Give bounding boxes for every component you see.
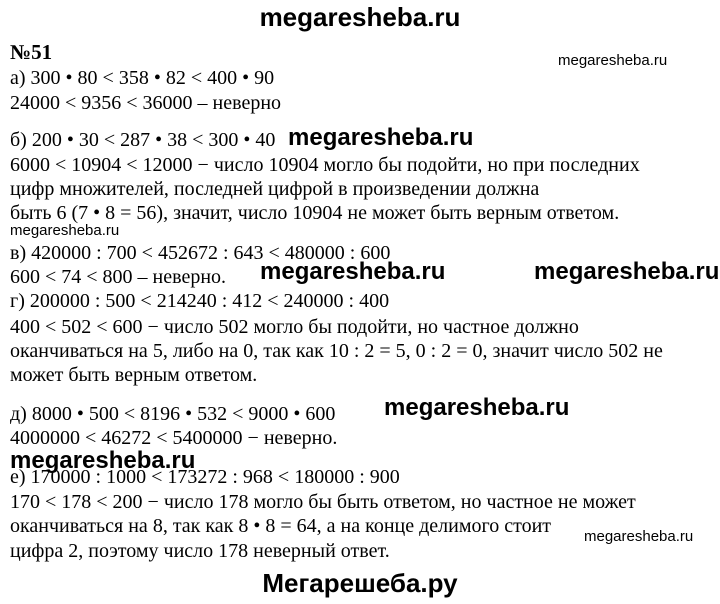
solution-line-b4: быть 6 (7 • 8 = 56), значит, число 10904 не может быть верным ответом. (10, 202, 620, 224)
watermark-bottom: Мегарешеба.ру (262, 568, 458, 598)
solution-line-g4: может быть верным ответом. (10, 364, 258, 386)
solution-line-v1: в) 420000 : 700 < 452672 : 643 < 480000 : 600 (10, 242, 391, 264)
solution-line-g1: г) 200000 : 500 < 214240 : 412 < 240000 : 400 (10, 290, 390, 312)
watermark-small-3: megaresheba.ru (584, 528, 694, 545)
solution-line-v2: 600 < 74 < 800 – неверно. (10, 266, 227, 288)
solution-line-e4: цифра 2, поэтому число 178 неверный ответ. (10, 540, 390, 562)
watermark-big-3: megaresheba.ru (534, 258, 720, 285)
solution-line-g3: оканчиваться на 5, либо на 0, так как 10 : 2 = 5, 0 : 2 = 0, значит число 502 не (10, 340, 663, 362)
watermark-small-1: megaresheba.ru (558, 52, 668, 69)
solution-line-e1: е) 170000 : 1000 < 173272 : 968 < 180000 : 900 (10, 466, 400, 488)
watermark-top: megaresheba.ru (259, 2, 461, 32)
solution-line-d2: 4000000 < 46272 < 5400000 − неверно. (10, 427, 338, 449)
solution-line-e3: оканчиваться на 8, так как 8 • 8 = 64, а на конце делимого стоит (10, 515, 552, 537)
solution-line-a2: 24000 < 9356 < 36000 – неверно (10, 92, 282, 114)
solution-line-d1: д) 8000 • 500 < 8196 • 532 < 9000 • 600 (10, 403, 336, 425)
problem-number: №51 (10, 40, 53, 64)
solution-line-g2: 400 < 502 < 600 − число 502 могло бы подойти, но частное должно (10, 316, 579, 338)
watermark-big-1: megaresheba.ru (288, 124, 474, 151)
solution-line-e2: 170 < 178 < 200 − число 178 могло бы быть ответом, но частное не может (10, 491, 636, 513)
watermark-big-4: megaresheba.ru (384, 394, 570, 421)
solution-line-b2: 6000 < 10904 < 12000 − число 10904 могло бы подойти, но при последних (10, 154, 640, 176)
solution-line-a1: а) 300 • 80 < 358 • 82 < 400 • 90 (10, 67, 275, 89)
solution-line-b3: цифр множителей, последней цифрой в произведении должна (10, 178, 540, 200)
watermark-big-5: megaresheba.ru (10, 447, 196, 474)
watermark-big-2: megaresheba.ru (260, 258, 446, 285)
watermark-small-2: megaresheba.ru (10, 222, 120, 239)
solution-line-b1: б) 200 • 30 < 287 • 38 < 300 • 40 (10, 129, 276, 151)
